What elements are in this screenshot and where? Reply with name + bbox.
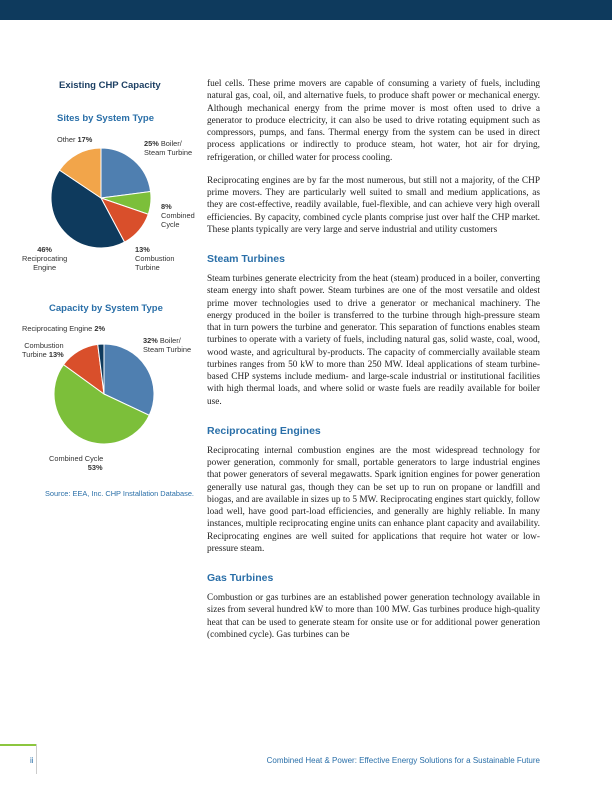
label-text: Combined Cycle [49,454,104,463]
paragraph: Steam turbines generate electricity from the heat (steam) produced in a boiler, converting steam energy into shaft power. Steam turbines are one of the most versatile and oldest prime mover technologies used to drive a generator or mechanical machinery. The energy produced in the boiler is transferred to the turbine through high-pressure steam that in turn powers the turbine and generator. This separation of functions enables steam turbines to operate with a variety of fuels, including natural gas, solid waste, coal, wood, wood waste, and agricultural by-products. The capacity of commercially available steam turbines ranges from 50 kW to more than 250 MW. Ideal applications of steam turbine-based CHP systems include medium- and large-scale industrial or institutional facilities with high thermal loads, and where solid or waste fuels are readily available for boiler use. [207,274,540,407]
label-text: Reciprocating Engine [22,324,93,333]
label-text: Boiler/ [159,336,181,345]
label-pct: 13% [48,350,64,359]
label-pct: 32% [143,336,158,345]
label-capacity-reciprocating [22,324,105,333]
main-text [207,78,540,652]
label-capacity-combustion [22,341,64,359]
pie-chart-sites [50,147,152,249]
heading-steam-turbines: Steam Turbines [207,253,285,265]
label-pct: 53% [87,463,103,472]
label-text: Boiler/ [160,139,182,148]
label-text2: Turbine [135,263,160,272]
label-text2: Steam Turbine [143,345,192,354]
paragraph: Reciprocating internal combustion engines are the most widespread technology for power generation, commonly for small, portable generators to large industrial engines that power generators of several megawatts. Spark ignition engines for power generation generally use natural gas, though they can be set up to run on propane or landfill and biogas, and are available in sizes up to 5 MW. Reciprocating engines start quickly, follow load well, have good part-load efficiencies, and generally are highly reliable. In many instances, multiple reciprocating engine units can enhance plant capacity and availability. Reciprocating engines are well suited for applications that require hot water or low-pressure steam. [207,445,540,554]
label-capacity-combined [49,454,103,472]
paragraph: Combustion or gas turbines are an established power generation technology available in sizes from several hundred kW to more than 100 MW. Gas turbines produce high-quality heat that can be used to generate steam for onsite use or for additional power generation (combined cycle). Gas turbines can be [207,593,540,640]
label-sites-combustion [135,245,174,272]
label-text: Reciprocating [22,254,68,263]
heading-reciprocating-engines: Reciprocating Engines [207,424,321,437]
label-pct: 17% [77,135,93,144]
sidebar-title: Existing CHP Capacity [59,80,161,91]
label-text: Combined [161,211,195,220]
label-pct: 25% [144,139,159,148]
label-text2: Turbine [22,350,47,359]
label-capacity-boiler [143,336,191,354]
footer-accent-line [0,744,36,746]
label-text2: Cycle [161,220,180,229]
footer-title: Combined Heat & Power: Effective Energy Solutions for a Sustainable Future [266,756,540,765]
label-pct: 13% [135,245,150,254]
paragraph: fuel cells. These prime movers are capable of consuming a variety of fuels, including natural gas, coal, oil, and alternative fuels, to produce shaft power or mechanical energy. Although mechanical energy from the prime mover is most often used to drive a generator to produce electricity, it can also be used to drive rotating equipment such as compressors, pumps, and fans. Thermal energy from the system can be used in direct process applications or indirectly to produce steam, hot water, hot air for drying, refrigeration, or chilled water for process cooling. [207,79,540,163]
sidebar [0,0,205,792]
chart-title-sites: Sites by System Type [57,113,154,124]
chart-title-capacity: Capacity by System Type [49,303,163,314]
label-pct: 2% [94,324,106,333]
label-sites-other [57,135,92,144]
label-sites-boiler [144,139,192,157]
label-text: Combustion [135,254,175,263]
label-pct: 46% [37,245,52,254]
pie-chart-capacity [53,343,155,445]
label-text: Combustion [24,341,64,350]
label-pct: 8% [161,202,172,211]
label-sites-combined [161,202,195,229]
paragraph: Reciprocating engines are by far the most numerous, but still not a majority, of the CHP prime movers. They are particularly well suited to small and medium applications, as they are cost-effective, readily available, fuel-flexible, and can achieve very high overall efficiencies. By capacity, combined cycle plants comprise just over half the CHP market. These plants typically are very large and serve industrial and utility customers [207,175,540,235]
label-text2: Engine [33,263,57,272]
label-text: Other [57,135,76,144]
source-note: Source: EEA, Inc. CHP Installation Database. [45,489,194,498]
footer-divider [36,744,37,774]
page-number: ii [30,756,34,765]
label-text2: Steam Turbine [144,148,193,157]
label-sites-reciprocating [22,245,67,272]
heading-gas-turbines: Gas Turbines [207,572,274,584]
